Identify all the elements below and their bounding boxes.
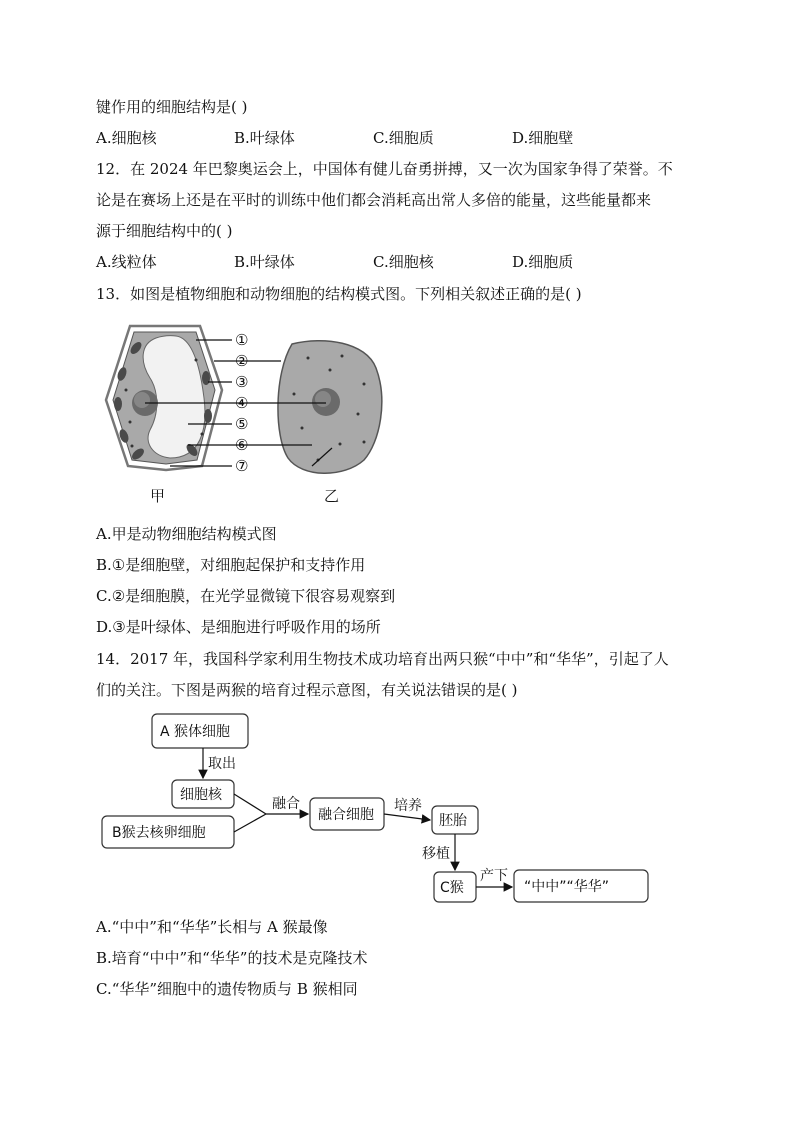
q12-option-d: D.细胞质 — [512, 253, 574, 271]
q11-stem-tail: 键作用的细胞结构是( ) — [96, 98, 248, 116]
q11-option-b: B.叶绿体 — [234, 129, 295, 147]
q13-stem: 13．如图是植物细胞和动物细胞的结构模式图。下列相关叙述正确的是( ) — [96, 285, 582, 303]
q11-option-a: A.细胞核 — [96, 129, 157, 147]
figure-label-5: ⑤ — [235, 415, 249, 433]
q14-option-c: C.“华华”细胞中的遗传物质与 B 猴相同 — [96, 980, 358, 998]
q13-option-d: D.③是叶绿体、是细胞进行呼吸作用的场所 — [96, 618, 381, 636]
q12-option-a: A.线粒体 — [96, 253, 157, 271]
nucleus-text: 细胞核 — [180, 787, 222, 803]
give-birth-label: 产下 — [480, 868, 508, 884]
transplant-label: 移植 — [422, 846, 450, 862]
animal-cell — [278, 341, 382, 474]
q14-stem-line2: 们的关注。下图是两猴的培育过程示意图，有关说法错误的是( ) — [96, 681, 518, 699]
q11-option-c: C.细胞质 — [373, 129, 434, 147]
q12-stem-line3: 源于细胞结构中的( ) — [96, 222, 233, 240]
cloning-flow-diagram — [96, 708, 656, 908]
figure-label-3: ③ — [235, 373, 249, 391]
plant-cell — [106, 326, 222, 470]
cell-structure-figure — [96, 318, 396, 510]
box-a-text: A 猴体细胞 — [160, 724, 231, 740]
cell-a-label: 甲 — [150, 487, 166, 505]
result-text: “中中”“华华” — [524, 879, 610, 895]
figure-label-6: ⑥ — [235, 436, 249, 454]
q13-option-c: C.②是细胞膜，在光学显微镜下很容易观察到 — [96, 587, 396, 605]
q12-stem-line1: 12．在 2024 年巴黎奥运会上，中国体有健儿奋勇拼搏，又一次为国家争得了荣誉。不 — [96, 160, 673, 178]
q12-option-c: C.细胞核 — [373, 253, 434, 271]
figure-label-7: ⑦ — [235, 457, 249, 475]
take-out-label: 取出 — [208, 756, 236, 772]
culture-label: 培养 — [394, 798, 422, 814]
box-b-text: B猴去核卵细胞 — [112, 825, 206, 841]
q13-option-b: B.①是细胞壁，对细胞起保护和支持作用 — [96, 556, 366, 574]
embryo-text: 胚胎 — [439, 813, 467, 829]
q12-option-b: B.叶绿体 — [234, 253, 295, 271]
q11-option-d: D.细胞壁 — [512, 129, 574, 147]
figure-label-4: ④ — [235, 394, 249, 412]
cell-b-label: 乙 — [324, 487, 340, 505]
q13-option-a: A.甲是动物细胞结构模式图 — [96, 525, 277, 543]
q12-stem-line2: 论是在赛场上还是在平时的训练中他们都会消耗高出常人多倍的能量，这些能量都来 — [96, 191, 652, 209]
figure-label-2: ② — [235, 352, 249, 370]
q14-stem-line1: 14．2017 年，我国科学家利用生物技术成功培育出两只猴“中中”和“华华”，引起了人 — [96, 650, 669, 668]
fused-cell-text: 融合细胞 — [318, 807, 374, 823]
q14-option-a: A.“中中”和“华华”长相与 A 猴最像 — [96, 918, 328, 936]
fuse-label: 融合 — [272, 796, 300, 812]
box-c-text: C猴 — [440, 880, 464, 896]
figure-label-1: ① — [235, 331, 249, 349]
q14-option-b: B.培育“中中”和“华华”的技术是克隆技术 — [96, 949, 368, 967]
